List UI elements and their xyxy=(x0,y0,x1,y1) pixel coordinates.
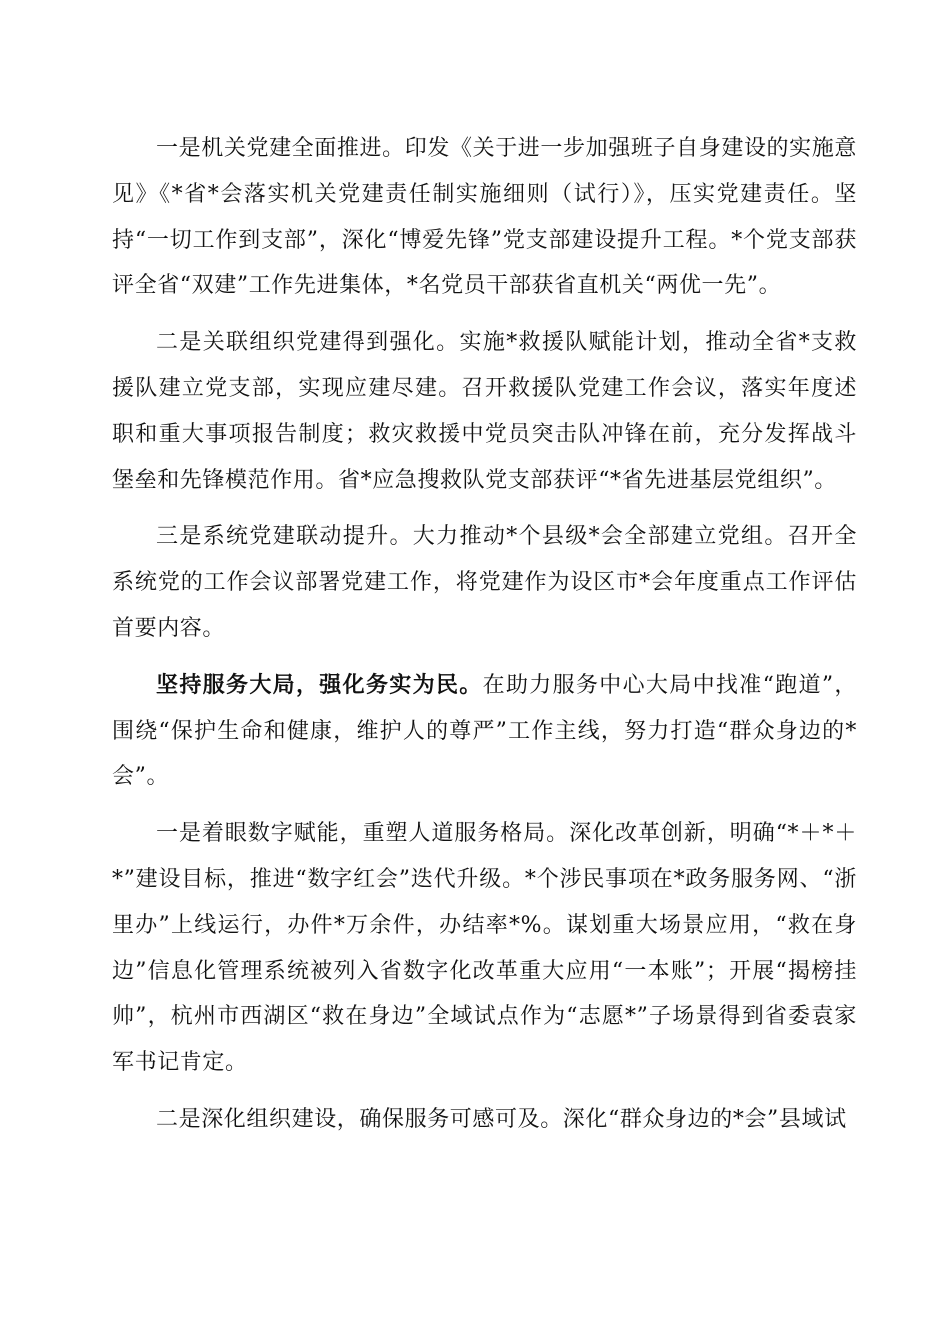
paragraph-6 xyxy=(112,1097,857,1143)
paragraph-2-text: 二是关联组织党建得到强化。实施*救援队赋能计划，推动全省*支救援队建立党支部，实现应建尽建。召开救援队党建工作会议，落实年度述职和重大事项报告制度；救灾救援中党员突击队冲锋在前，充分发挥战斗堡垒和先锋模范作用。省*应急搜救队党支部获评“*省先进基层党组织”。 xyxy=(112,330,857,493)
paragraph-5-text: 一是着眼数字赋能，重塑人道服务格局。深化改革创新，明确“*＋*＋*”建设目标，推进“数字红会”迭代升级。*个涉民事项在*政务服务网、“浙里办”上线运行，办件*万余件，办结率*%。谋划重大场景应用，“救在身边”信息化管理系统被列入省数字化改革重大应用“一本账”；开展“揭榜挂帅”，杭州市西湖区“救在身边”全域试点作为“志愿*”子场景得到省委袁家军书记肯定。 xyxy=(112,821,857,1076)
paragraph-6-text: 二是深化组织建设，确保服务可感可及。深化“群众身边的*会”县域试 xyxy=(156,1106,847,1132)
paragraph-3 xyxy=(112,514,857,651)
paragraph-3-text: 三是系统党建联动提升。大力推动*个县级*会全部建立党组。召开全系统党的工作会议部署党建工作，将党建作为设区市*会年度重点工作评估首要内容。 xyxy=(112,524,857,641)
paragraph-1-text: 一是机关党建全面推进。印发《关于进一步加强班子自身建设的实施意见》《*省*会落实机关党建责任制实施细则（试行）》，压实党建责任。坚持“一切工作到支部”，深化“博爱先锋”党支部建设提升工程。*个党支部获评全省“双建”工作先进集体，*名党员干部获省直机关“两优一先”。 xyxy=(112,136,857,299)
paragraph-4-lead: 坚持服务大局，强化务实为民。 xyxy=(156,671,483,698)
paragraph-4-text: 在助力服务中心大局中找准“跑道”，围绕“保护生命和健康，维护人的尊严”工作主线，努力打造“群众身边的*会”。 xyxy=(112,672,857,790)
paragraph-5 xyxy=(112,811,857,1086)
paragraph-4 xyxy=(112,663,857,800)
paragraph-2 xyxy=(112,320,857,503)
paragraph-1 xyxy=(112,126,857,309)
